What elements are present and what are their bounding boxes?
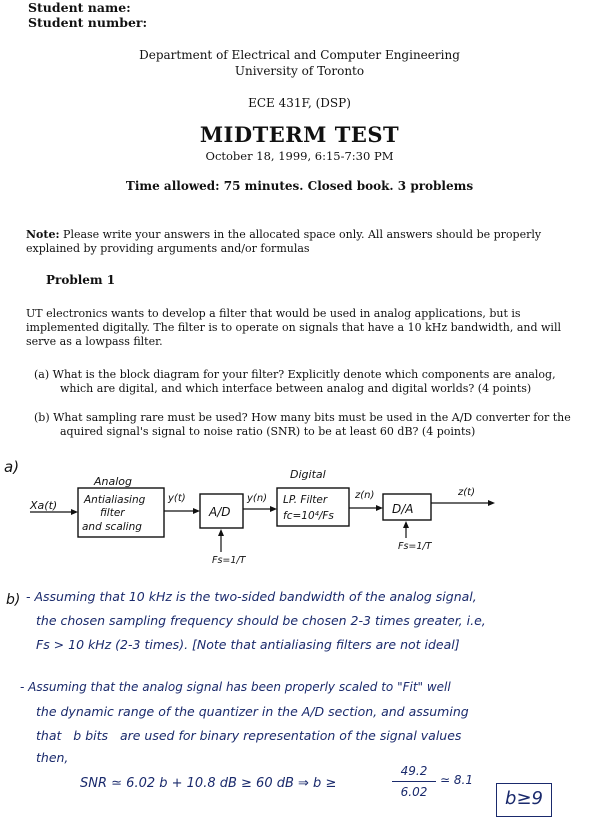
department: Department of Electrical and Computer Engineering [139,48,460,62]
question-b [34,411,574,439]
answer-b-line6: that b bits are used for binary representation of the signal values [36,728,462,743]
arrowhead-2 [270,506,277,512]
block-diagram [0,452,599,577]
exam-date: October 18, 1999, 6:15-7:30 PM [205,149,394,163]
block1-line1: Antialiasing [84,494,146,506]
answer-b-line7: then, [36,750,69,765]
question-a-text: What is the block diagram for your filter? Explicitly denote which components are analog, which are digital, and which interface between analog and digital worlds? (4 points) [52,368,556,395]
block3-line1: LP. Filter [283,494,328,506]
answer-b-line3: Fs > 10 kHz (2-3 times). [Note that antialiasing filters are not ideal] [36,637,460,652]
answer-a-label: a) [4,458,20,476]
question-a [34,368,574,396]
arrowhead-1 [193,508,200,514]
problem-heading: Problem 1 [46,273,116,287]
answer-b-line2: the chosen sampling frequency should be chosen 2-3 times greater, i.e, [36,613,486,628]
da-label: D/A [392,502,414,516]
fs2-label: Fs=1/T [398,541,432,552]
fs-arrowhead-2 [403,521,409,528]
y-n-label: y(n) [247,493,268,504]
student-number-label: Student number: [28,15,148,30]
note-paragraph [26,228,574,256]
fraction-bar [392,781,436,782]
question-b-text: What sampling rare must be used? How many bits must be used in the A/D converter for the aquired signal's signal to noise ratio (SNR) to be at least 60 dB? (4 points) [53,411,571,438]
question-a-label: (a) [34,368,50,381]
fraction-denominator: 6.02 [400,785,428,799]
block3-line2: fc=10⁴/Fs [283,510,334,522]
digital-label: Digital [290,468,326,481]
input-signal-label: Xa(t) [30,499,58,512]
y-t-label: y(t) [168,493,186,504]
snr-formula: SNR ≃ 6.02 b + 10.8 dB ≥ 60 dB ⇒ b ≥ [80,776,337,791]
approx-value: ≃ 8.1 [440,773,473,787]
fs-arrowhead-1 [218,529,224,536]
output-arrowhead [488,500,495,506]
note-text: Please write your answers in the allocated space only. All answers should be properly explained by providing arguments and/or formulas [26,228,542,255]
block1-line3: and scaling [82,521,142,533]
input-arrowhead [71,509,78,515]
time-allowed: Time allowed: 75 minutes. Closed book. 3 problems [125,179,474,193]
answer-b-line4: - Assuming that the analog signal has been properly scaled to "Fit" well [20,680,451,694]
block1-line2: filter [100,507,125,519]
answer-b-line5: the dynamic range of the quantizer in the A/D section, and assuming [36,704,469,719]
university: University of Toronto [234,64,365,78]
problem-intro: UT electronics wants to develop a filter that would be used in analog applications, but is implemented digitally. The filter is to operate on signals that have a 10 kHz bandwidth, and will serve as a lowpass filter. [26,307,561,348]
course-code: ECE 431F, (DSP) [248,96,351,110]
z-n-label: z(n) [355,490,375,501]
fs1-label: Fs=1/T [212,555,246,566]
boxed-result: b≥9 [496,783,552,817]
fraction-numerator: 49.2 [400,764,428,778]
arrowhead-3 [376,505,383,511]
analog-label: Analog [94,475,133,488]
answer-b-line1: - Assuming that 10 kHz is the two-sided bandwidth of the analog signal, [26,589,477,604]
student-name-label: Student name: [28,0,131,15]
page-title: MIDTERM TEST [199,122,400,147]
question-b-label: (b) [34,411,50,424]
z-t-label: z(t) [458,487,475,498]
note-label: Note: [26,228,60,241]
ad-label: A/D [209,505,231,519]
answer-b-label: b) [6,592,21,608]
